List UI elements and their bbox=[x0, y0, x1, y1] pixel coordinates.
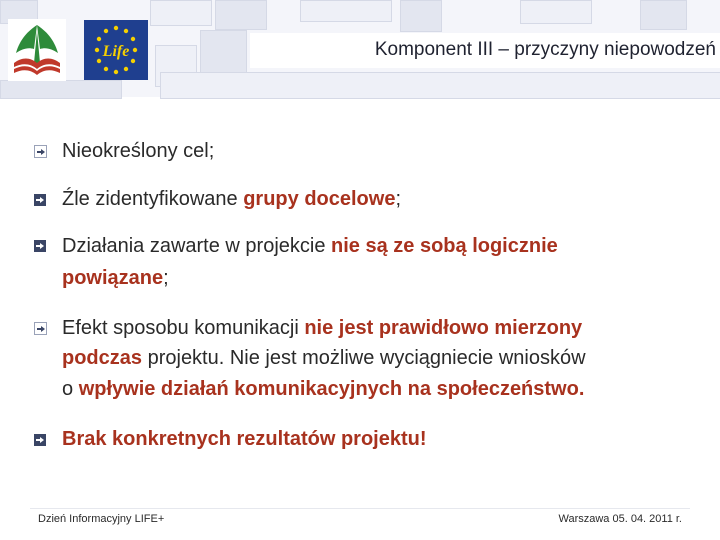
arrow-bullet-icon bbox=[34, 145, 47, 158]
decorative-tile bbox=[520, 0, 592, 24]
arrow-bullet-icon bbox=[34, 194, 46, 206]
title-box bbox=[250, 33, 720, 68]
footer-event-name: Dzień Informacyjny LIFE+ bbox=[38, 513, 165, 525]
bullet-text: Brak konkretnych rezultatów projektu! bbox=[62, 428, 427, 450]
decorative-tile bbox=[160, 72, 720, 99]
bullet-text: podczas projektu. Nie jest możliwe wyciągniecie wniosków bbox=[62, 347, 586, 369]
bullet-text: o wpływie działań komunikacyjnych na społeczeństwo. bbox=[62, 378, 585, 400]
decorative-tile bbox=[400, 0, 442, 32]
bullet-text: powiązane; bbox=[62, 267, 169, 289]
eu-life-logo-icon bbox=[84, 20, 148, 80]
arrow-bullet-icon bbox=[34, 322, 47, 335]
footer-divider bbox=[30, 508, 690, 509]
decorative-tile bbox=[300, 0, 392, 22]
header-banner bbox=[0, 0, 720, 97]
footer-date: Warszawa 05. 04. 2011 r. bbox=[558, 513, 682, 525]
arrow-bullet-icon bbox=[34, 240, 46, 252]
nfos-tree-logo-icon bbox=[8, 19, 66, 81]
bullet-text: Działania zawarte w projekcie nie są ze sobą logicznie bbox=[62, 235, 558, 257]
decorative-tile bbox=[150, 0, 212, 26]
arrow-bullet-icon bbox=[34, 434, 46, 446]
bullet-text: Efekt sposobu komunikacji nie jest prawidłowo mierzony bbox=[62, 317, 583, 339]
bullet-text: Źle zidentyfikowane grupy docelowe; bbox=[62, 188, 402, 210]
svg-text:Life: Life bbox=[102, 43, 130, 60]
bullet-text: Nieokreślony cel; bbox=[62, 140, 215, 162]
decorative-tile bbox=[215, 0, 267, 30]
decorative-tile bbox=[0, 80, 122, 99]
decorative-tile bbox=[640, 0, 687, 30]
page-title: Komponent III – przyczyny niepowodzeń bbox=[374, 39, 716, 60]
